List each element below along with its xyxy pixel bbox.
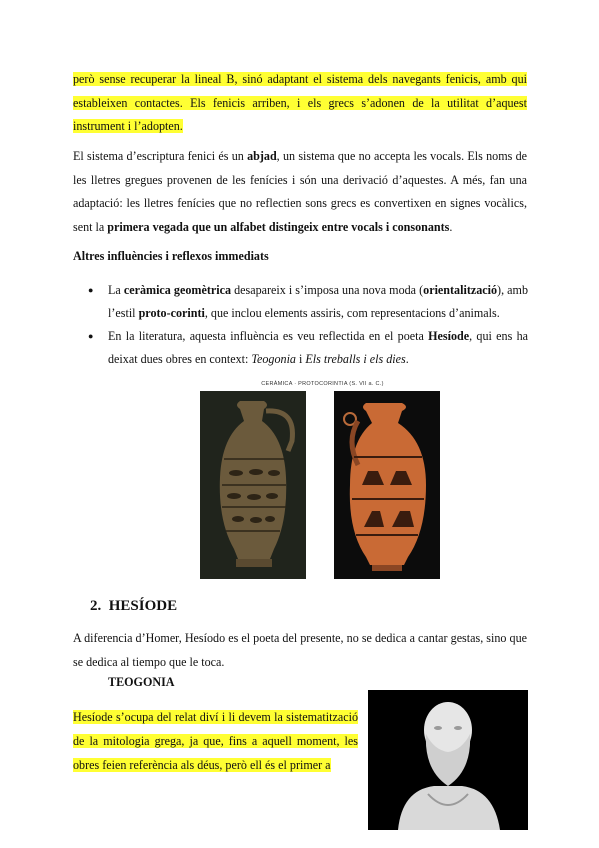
paragraph-hesiod: A diferencia d’Homer, Hesíodo es el poeta del presente, no se dedica a cantar gestas, sino que se dedica al tiempo que le toca. <box>73 631 527 669</box>
italic-title: Teogonia <box>251 352 296 366</box>
paragraph-intro <box>73 68 527 139</box>
vase-figure <box>200 381 445 581</box>
text-run: , que inclou elements assiris, com representacions d’animals. <box>204 306 500 320</box>
bold-term: Hesíode <box>428 329 470 343</box>
hesiod-bust-image <box>368 690 528 830</box>
bold-term: ceràmica geomètrica <box>123 283 231 297</box>
text-run: . <box>405 352 409 366</box>
italic-title: Els treballs i els dies <box>305 352 406 366</box>
text-run: La <box>108 283 124 297</box>
paragraph-teogonia <box>73 705 358 778</box>
bold-term: primera vegada que un alfabet distingeix entre vocals i consonants <box>107 219 450 234</box>
highlighted-text: Hesíode s’ocupa del relat diví i li devem la sistematització de la mitologia grega, ja que, fins a aquell moment, les obres feien referència als déus, però ell és el primer a <box>73 710 358 773</box>
text-run: , qui ens ha deixat dues obres en context: <box>108 329 528 366</box>
highlighted-text: però sense recuperar la lineal B, sinó adaptant el sistema dels navegants fenicis, amb qui estableixen contactes. Els fenicis arriben, i els grecs s’adonen de la utilitat d’aquest instrument i l’adopten. <box>73 72 527 133</box>
text-run: i <box>295 352 306 366</box>
bold-term: abjad <box>247 149 277 163</box>
section-number: 2. <box>90 598 102 614</box>
bullet-list <box>88 279 528 371</box>
subheading: Altres influències i reflexos immediats <box>73 249 269 263</box>
paragraph-abjad <box>73 145 527 239</box>
vase-right-image <box>334 391 440 579</box>
text-run: , un sistema que no accepta les vocals. Els noms de les lletres gregues provenen de les fenícies i són una derivació d’aquestes. A més, fan una adaptació: les lletres fenícies que no reflectien sons grecs es convertixen en signes vocàlics, sent la <box>73 149 527 234</box>
figure-caption: CERÀMICA · PROTOCORINTIA (S. VII a. C.) <box>261 381 384 387</box>
bold-term: proto-corinti <box>138 306 205 320</box>
section-title: HESÍODE <box>108 598 178 614</box>
text-run: . <box>449 219 453 234</box>
section-heading <box>90 598 177 615</box>
subsection-heading: TEOGONIA <box>108 675 175 689</box>
list-item <box>88 279 528 325</box>
text-run: desapareix i s’imposa una nova moda ( <box>231 283 424 297</box>
bold-term: orientalització <box>423 283 498 297</box>
text-run: En la literatura, aquesta influència es veu reflectida en el poeta <box>108 329 429 343</box>
list-item <box>88 325 528 371</box>
vase-left-image <box>200 391 306 579</box>
text-run: ), amb l’estil <box>108 283 528 320</box>
text-run: El sistema d’escriptura fenici és un <box>73 149 248 163</box>
